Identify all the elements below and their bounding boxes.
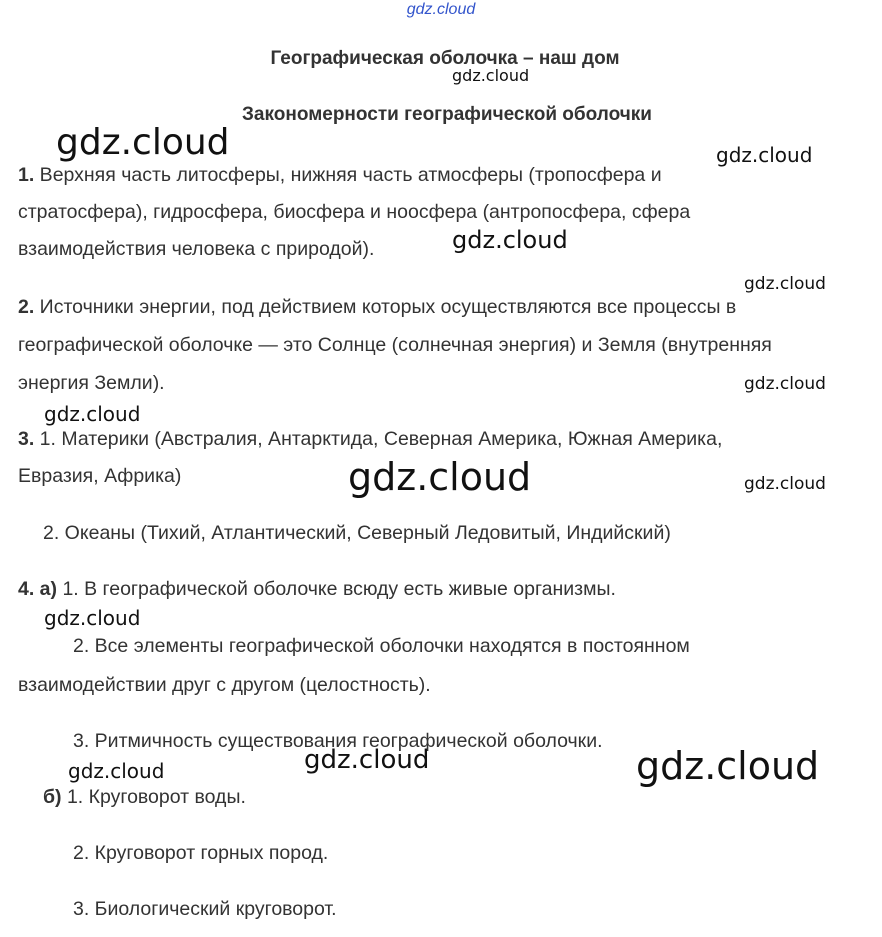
page-subtitle: Закономерности географической оболочки bbox=[242, 104, 652, 125]
answer-2-number: 2. bbox=[18, 296, 35, 318]
answer-4a-line-1 bbox=[18, 577, 616, 601]
watermark: gdz.cloud bbox=[44, 402, 141, 426]
answer-2-line-2: географической оболочке — это Солнце (солнечная энергия) и Земля (внутренняя bbox=[18, 334, 772, 356]
watermark: gdz.cloud bbox=[716, 143, 813, 167]
answer-4b-text-1: 1. Круговорот воды. bbox=[61, 786, 246, 808]
answer-3-line-1 bbox=[18, 427, 722, 451]
answer-2-line-1 bbox=[18, 295, 736, 319]
answer-4a-line-2: 2. Все элементы географической оболочки находятся в постоянном bbox=[73, 635, 690, 657]
watermark: gdz.cloud bbox=[744, 374, 826, 394]
answer-3-number: 3. bbox=[18, 428, 35, 450]
watermark: gdz.cloud bbox=[44, 606, 141, 630]
answer-1-number: 1. bbox=[18, 164, 35, 186]
answer-1-line-1 bbox=[18, 163, 662, 187]
top-watermark: gdz.cloud bbox=[406, 1, 476, 18]
watermark: gdz.cloud bbox=[68, 759, 165, 783]
answer-4b-line-2: 2. Круговорот горных пород. bbox=[73, 842, 329, 864]
answer-3-line-3: 2. Океаны (Тихий, Атлантический, Северный Ледовитый, Индийский) bbox=[43, 522, 671, 544]
answer-2-text-1: Источники энергии, под действием которых осуществляются все процессы в bbox=[34, 296, 737, 318]
watermark: gdz.cloud bbox=[348, 455, 532, 499]
answer-4a-line-3: взаимодействии друг с другом (целостность). bbox=[18, 674, 431, 696]
watermark: gdz.cloud bbox=[452, 226, 568, 254]
page-title: Географическая оболочка – наш дом bbox=[270, 48, 620, 69]
watermark: gdz.cloud bbox=[744, 474, 826, 494]
answer-2-line-3: энергия Земли). bbox=[18, 372, 165, 394]
answer-4a-number: 4. а) bbox=[18, 578, 58, 600]
answer-3-line-2: Евразия, Африка) bbox=[18, 465, 182, 487]
watermark: gdz.cloud bbox=[744, 274, 826, 294]
answer-1-line-2: стратосфера), гидросфера, биосфера и ноосфера (антропосфера, сфера bbox=[18, 201, 691, 223]
answer-1-text-1: Верхняя часть литосферы, нижняя часть атмосферы (тропосфера и bbox=[34, 164, 662, 186]
answer-4b-line-1 bbox=[43, 785, 246, 809]
watermark: gdz.cloud bbox=[452, 66, 530, 85]
watermark: gdz.cloud bbox=[56, 122, 230, 163]
answer-3-text-1: 1. Материки (Австралия, Антарктида, Северная Америка, Южная Америка, bbox=[34, 428, 723, 450]
watermark: gdz.cloud bbox=[636, 744, 820, 788]
answer-4b-line-3: 3. Биологический круговорот. bbox=[73, 898, 337, 920]
answer-4a-text-1: 1. В географической оболочке всюду есть живые организмы. bbox=[57, 578, 616, 600]
watermark: gdz.cloud bbox=[304, 745, 430, 775]
answer-4b-number: б) bbox=[43, 786, 62, 808]
answer-1-line-3: взаимодействия человека с природой). bbox=[18, 238, 375, 260]
answer-4a-line-4: 3. Ритмичность существования географической оболочки. bbox=[73, 730, 603, 752]
